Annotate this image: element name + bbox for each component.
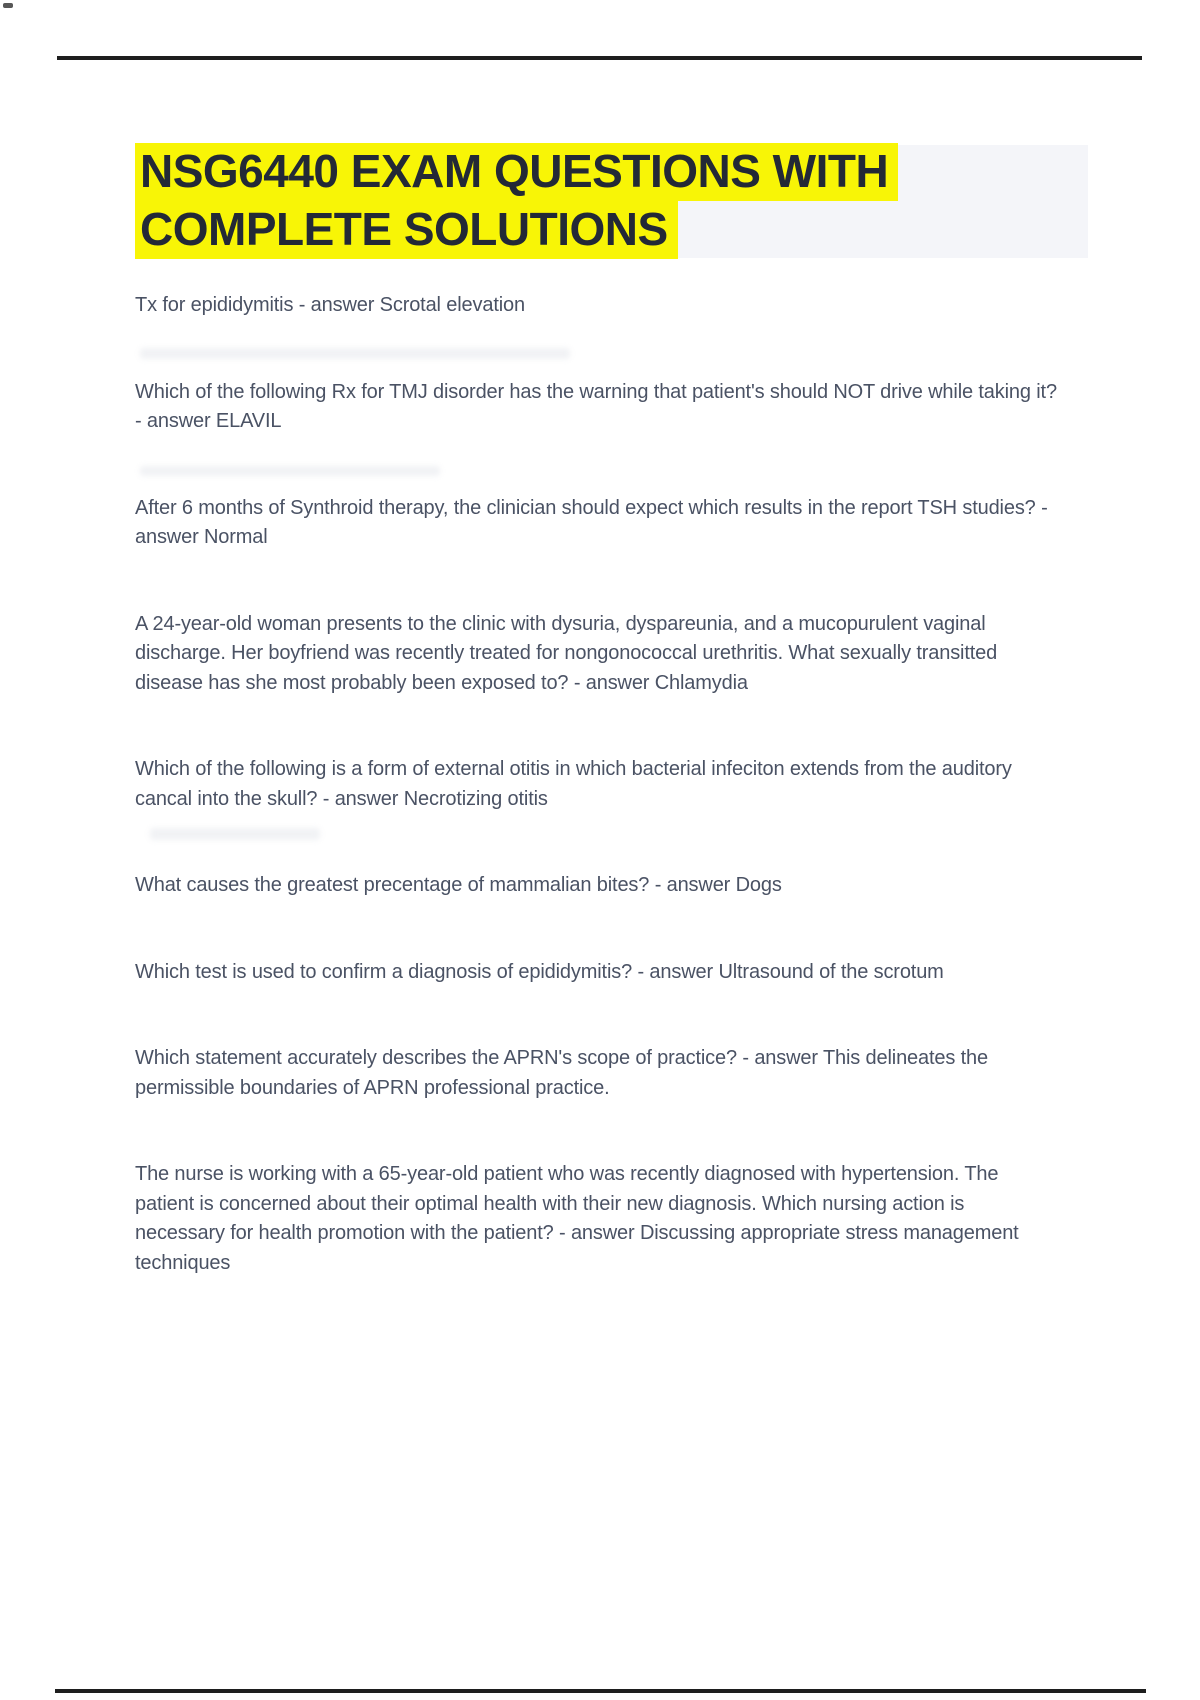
answer-text: Scrotal elevation (379, 294, 525, 316)
qa-item (135, 958, 1057, 988)
qa-item (135, 1044, 1057, 1103)
qa-item (135, 494, 1057, 553)
answer-text: This delineates the permissible boundaries of APRN professional practice. (135, 1047, 988, 1099)
question-text: Which of the following Rx for TMJ disorder has the warning that patient's should NOT drive while taking it? (135, 380, 1057, 403)
answer-marker: - answer (637, 960, 714, 983)
answer-marker: - answer (135, 496, 1048, 548)
answer-text: Chlamydia (654, 671, 748, 694)
answer-marker: - answer (135, 410, 211, 432)
answer-marker: - answer (742, 1047, 818, 1069)
answer-text: Normal (204, 526, 268, 548)
question-text: A 24-year-old woman presents to the clinic with dysuria, dyspareunia, and a mucopurulent vaginal discharge. Her boyfriend was recently treated for nongonococcal urethritis. What sexually transitted disease has she most probably been exposed to? (135, 612, 998, 694)
answer-text: Necrotizing otitis (403, 787, 548, 810)
scan-artifact (3, 3, 13, 8)
question-text: Which statement accurately describes the APRN's scope of practice? (135, 1047, 737, 1069)
question-text: What causes the greatest precentage of mammalian bites? (135, 874, 650, 896)
qa-item (135, 378, 1057, 437)
answer-marker: - answer (559, 1222, 635, 1244)
title-line-2: COMPLETE SOLUTIONS (135, 201, 678, 259)
answer-text: Ultrasound of the scrotum (718, 960, 944, 983)
qa-item (135, 610, 1057, 699)
answer-marker: - answer (322, 787, 399, 810)
answer-marker: - answer (298, 294, 375, 316)
bottom-divider (55, 1689, 1146, 1693)
answer-text: Discussing appropriate stress management techniques (135, 1222, 1019, 1274)
qa-list (135, 291, 1057, 1335)
answer-marker: - answer (573, 671, 650, 694)
question-text: Which of the following is a form of external otitis in which bacterial infeciton extends from the auditory cancal into the skull? (135, 758, 1012, 810)
qa-item (135, 291, 1057, 321)
qa-item (135, 1160, 1057, 1278)
answer-marker: - answer (654, 874, 731, 896)
page-title (135, 143, 898, 259)
qa-item (135, 755, 1057, 814)
question-text: After 6 months of Synthroid therapy, the clinician should expect which results in the report TSH studies? (135, 496, 1036, 519)
answer-text: ELAVIL (215, 410, 282, 432)
top-divider (57, 56, 1142, 60)
question-text: Which test is used to confirm a diagnosis of epididymitis? (135, 960, 633, 983)
question-text: Tx for epididymitis (135, 294, 294, 316)
qa-item (135, 871, 1057, 901)
answer-text: Dogs (735, 874, 782, 896)
question-text: The nurse is working with a 65-year-old patient who was recently diagnosed with hypertension. The patient is concerned about their optimal health with their new diagnosis. Which nursing action is necessary for health promotion with the patient? (135, 1163, 999, 1244)
title-line-1: NSG6440 EXAM QUESTIONS WITH (135, 143, 898, 201)
